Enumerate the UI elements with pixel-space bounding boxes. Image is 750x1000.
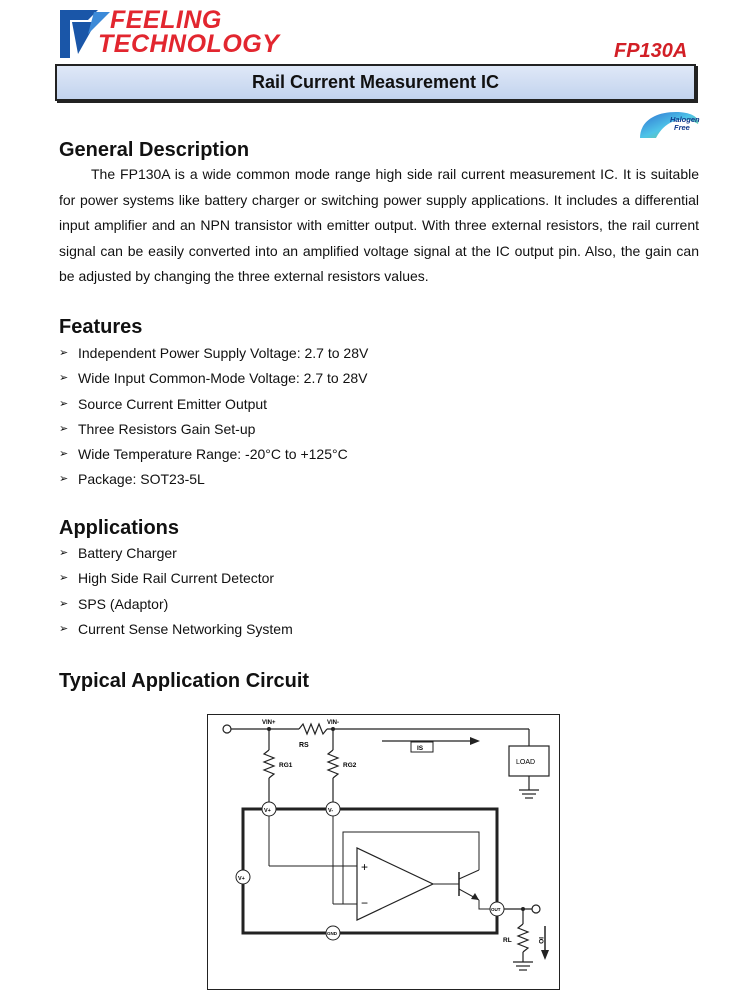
bullet-arrow-icon: ➢ [59, 372, 69, 385]
opamp-plus-label: + [361, 860, 369, 874]
list-item: ➢ Wide Input Common-Mode Voltage: 2.7 to 28V [59, 366, 368, 391]
applications-list [59, 541, 293, 642]
bullet-arrow-icon: ➢ [59, 448, 69, 461]
rl-label: RL [503, 937, 512, 944]
bullet-arrow-icon: ➢ [59, 347, 69, 359]
gnd-pin-label: GND [327, 931, 337, 936]
out-pin-label: OUT [491, 907, 501, 912]
vin-minus-label: VIN- [327, 720, 339, 726]
bullet-arrow-icon: ➢ [59, 547, 69, 559]
rg1-label: RG1 [279, 762, 293, 769]
part-number: FP130A [614, 40, 688, 62]
list-item: ➢ SPS (Adaptor) [59, 592, 293, 617]
list-item: ➢ Wide Temperature Range: -20°C to +125°C [59, 442, 368, 467]
vplus-pin-label: V+ [264, 808, 271, 814]
bullet-arrow-icon: ➢ [59, 397, 69, 410]
vcc-pin-label: V+ [238, 876, 245, 882]
bullet-arrow-icon: ➢ [59, 597, 69, 610]
applications-heading: Applications [59, 517, 180, 539]
company-name-line2: TECHNOLOGY [98, 30, 280, 58]
document-title-bar [55, 64, 696, 101]
list-item: ➢ High Side Rail Current Detector [59, 566, 293, 591]
halogen-badge-line2: Free [674, 123, 690, 132]
vin-plus-label: VIN+ [262, 720, 276, 726]
list-item: ➢ Independent Power Supply Voltage: 2.7 to 28V [59, 341, 368, 366]
is-label: IS [417, 745, 424, 752]
list-item: ➢ Source Current Emitter Output [59, 392, 368, 417]
features-heading: Features [59, 316, 143, 338]
list-item: ➢ Current Sense Networking System [59, 617, 293, 642]
company-name-line1: FEELING [110, 6, 222, 34]
general-description-heading: General Description [59, 139, 250, 161]
list-item: ➢ Three Resistors Gain Set-up [59, 417, 368, 442]
opamp-minus-label: − [361, 896, 369, 910]
rs-label: RS [299, 742, 309, 749]
list-item: ➢ Package: SOT23-5L [59, 467, 368, 492]
general-description-text: The FP130A is a wide common mode range high side rail current measurement IC. It is suitable for power systems like battery charger or switching power supply applications. It includes a differential input amplifier and an NPN transistor with emitter output. With three external resistors, the rail current signal can be easily converted into an amplified voltage signal at the IC output pin. Also, the gain can be adjusted by changing the three external resistors values. [59, 166, 699, 284]
bullet-arrow-icon: ➢ [59, 572, 69, 585]
rg2-label: RG2 [343, 762, 357, 769]
bullet-arrow-icon: ➢ [59, 422, 69, 435]
features-list [59, 341, 368, 493]
vminus-pin-label: V- [328, 808, 334, 814]
document-title: Rail Current Measurement IC [251, 72, 500, 92]
io-label: IO [537, 937, 544, 944]
halogen-free-badge-icon [636, 108, 702, 142]
list-item: ➢ Battery Charger [59, 541, 293, 566]
halogen-badge-line1: Halogen [670, 115, 700, 124]
typical-application-circuit [207, 714, 560, 990]
circuit-heading: Typical Application Circuit [59, 670, 310, 692]
load-label: LOAD [516, 759, 536, 766]
bullet-arrow-icon: ➢ [59, 622, 69, 635]
company-logo [58, 8, 298, 60]
bullet-arrow-icon: ➢ [59, 473, 69, 486]
